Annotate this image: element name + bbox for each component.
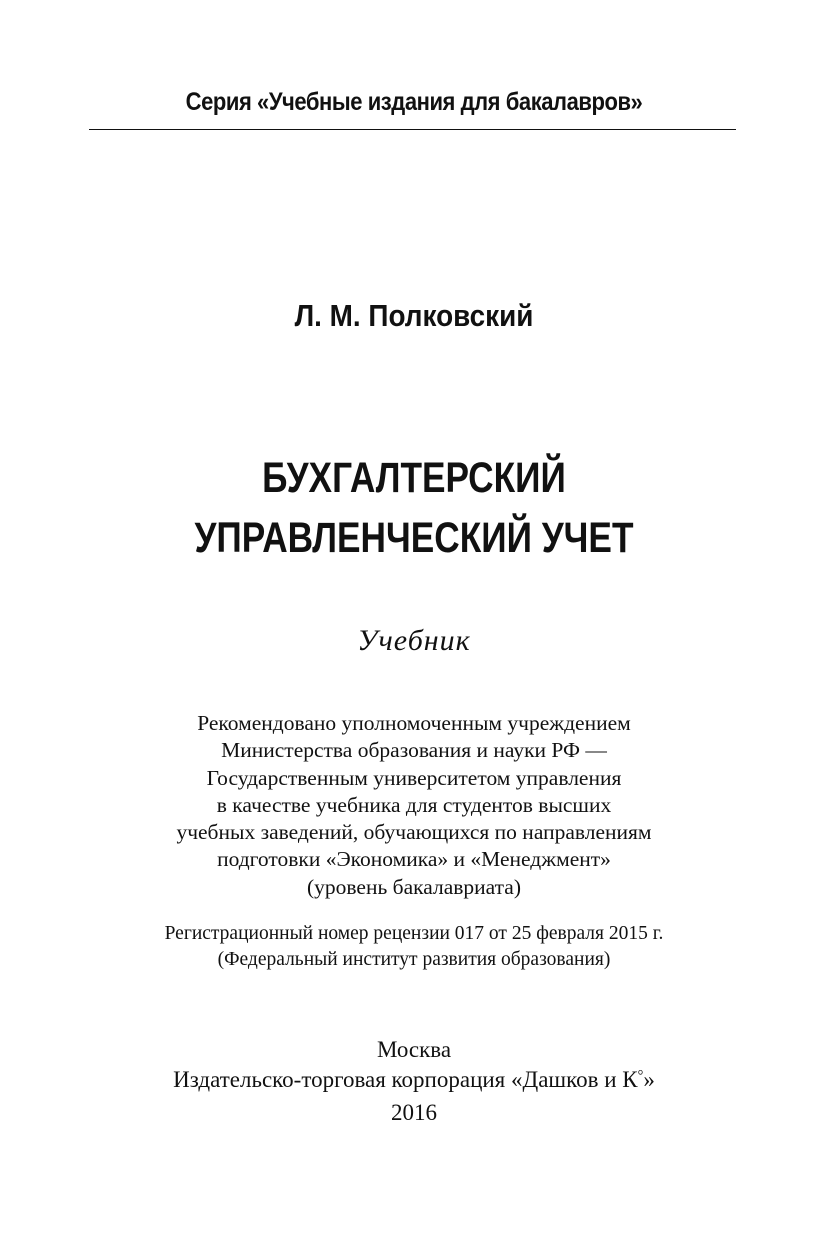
recommendation-line: Рекомендовано уполномоченным учреждением <box>197 711 631 735</box>
imprint-city: Москва <box>376 1037 452 1062</box>
registration-line: (Федеральный институт развития образования) <box>217 949 611 970</box>
publisher-degree-mark: ° <box>637 1067 644 1084</box>
registration-block <box>0 921 828 973</box>
recommendation-line: Министерства образования и науки РФ — <box>221 738 607 763</box>
book-title-line-1: БУХГАЛТЕРСКИЙ <box>262 454 566 502</box>
publisher-name: Издательско-торговая корпорация «Дашков и К <box>173 1067 638 1092</box>
book-type: Учебник <box>357 624 471 657</box>
author-name: Л. М. Полковский <box>294 298 534 333</box>
recommendation-line: подготовки «Экономика» и «Менеджмент» <box>217 847 611 872</box>
book-title-line-2: УПРАВЛЕНЧЕСКИЙ УЧЕТ <box>194 514 634 562</box>
recommendation-block <box>0 710 828 901</box>
recommendation-line: в качестве учебника для студентов высших <box>216 792 612 817</box>
publisher-closing-quote: » <box>643 1067 655 1092</box>
book-title <box>75 448 754 568</box>
imprint-year: 2016 <box>391 1100 437 1125</box>
publisher-imprint <box>0 1035 828 1128</box>
recommendation-line: (уровень бакалавриата) <box>306 874 522 899</box>
imprint-publisher <box>0 1065 828 1098</box>
recommendation-line: учебных заведений, обучающихся по направлениям <box>176 820 652 845</box>
header-rule <box>89 129 736 130</box>
registration-line: Регистрационный номер рецензии 017 от 25 февраля 2015 г. <box>164 923 664 944</box>
series-heading: Серия «Учебные издания для бакалавров» <box>185 88 643 116</box>
recommendation-line: Государственным университетом управления <box>206 765 622 790</box>
